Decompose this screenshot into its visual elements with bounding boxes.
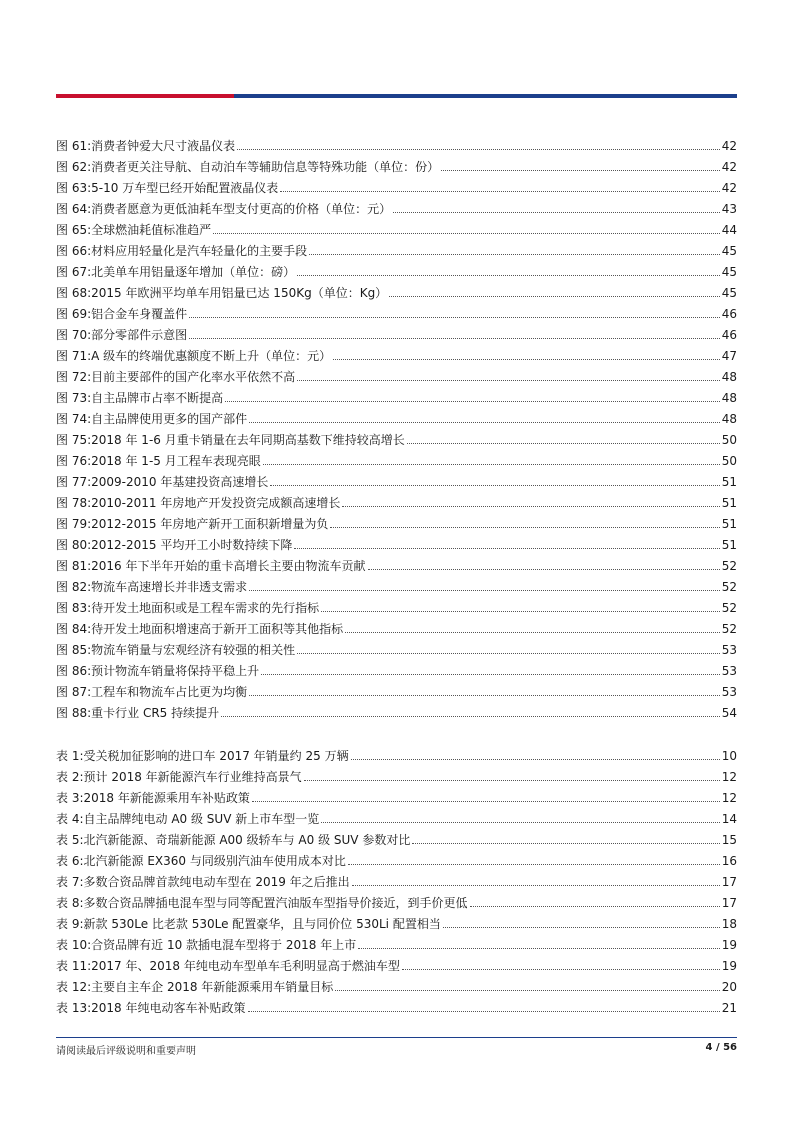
entry-page-number: 47 (721, 349, 737, 363)
entry-page-number: 53 (721, 685, 737, 699)
entry-prefix: 表 3: (56, 791, 84, 805)
figure-index-entry[interactable] (56, 532, 737, 553)
entry-page-number: 51 (721, 538, 737, 552)
entry-title: 物流车销量与宏观经济有较强的相关性 (91, 643, 296, 657)
entry-title: 2018 年 1-5 月工程车表现亮眼 (91, 454, 261, 468)
entry-prefix: 图 87: (56, 685, 92, 699)
entry-prefix: 图 80: (56, 538, 92, 552)
entry-page-number: 44 (721, 223, 737, 237)
entry-title: 北汽新能源、奇瑞新能源 A00 级轿车与 A0 级 SUV 参数对比 (83, 833, 411, 847)
entry-prefix: 表 9: (56, 917, 84, 931)
dot-leader (297, 653, 720, 654)
entry-prefix: 图 68: (56, 286, 92, 300)
table-index-entry[interactable] (56, 743, 737, 764)
figure-index-entry[interactable] (56, 427, 737, 448)
dot-leader (412, 843, 719, 844)
entry-title: 预计 2018 年新能源汽车行业维持高景气 (83, 770, 302, 784)
entry-title: 北美单车用铝量逐年增加（单位：磅） (91, 265, 296, 279)
dot-leader (348, 864, 720, 865)
entry-title: 消费者更关注导航、自动泊车等辅助信息等特殊功能（单位：份） (91, 160, 440, 174)
table-index-entry[interactable] (56, 911, 737, 932)
entry-prefix: 图 63: (56, 181, 92, 195)
entry-prefix: 图 84: (56, 622, 92, 636)
entry-page-number: 48 (721, 370, 737, 384)
dot-leader (221, 716, 720, 717)
entry-title: 消费者愿意为更低油耗车型支付更高的价格（单位：元） (91, 202, 392, 216)
entry-title: 目前主要部件的国产化率水平依然不高 (91, 370, 296, 384)
entry-prefix: 图 77: (56, 475, 92, 489)
entry-page-number: 46 (721, 307, 737, 321)
dot-leader (261, 674, 720, 675)
entry-page-number: 52 (721, 559, 737, 573)
entry-prefix: 表 13: (56, 1001, 92, 1015)
entry-prefix: 图 85: (56, 643, 92, 657)
figure-index-entry[interactable] (56, 490, 737, 511)
entry-title: 2018 年新能源乘用车补贴政策 (83, 791, 250, 805)
dot-leader (441, 170, 720, 171)
entry-title: 物流车高速增长并非透支需求 (91, 580, 248, 594)
entry-title: 2010-2011 年房地产开发投资完成额高速增长 (91, 496, 341, 510)
dot-leader (321, 611, 720, 612)
table-index-entry[interactable] (56, 869, 737, 890)
entry-title: 待开发土地面积或是工程车需求的先行指标 (91, 601, 320, 615)
entry-title: 5-10 万车型已经开始配置液晶仪表 (91, 181, 279, 195)
entry-page-number: 17 (721, 875, 737, 889)
figure-index-entry[interactable] (56, 175, 737, 196)
entry-title: 自主品牌纯电动 A0 级 SUV 新上市车型一览 (83, 812, 320, 826)
entry-page-number: 48 (721, 412, 737, 426)
table-index-entry[interactable] (56, 974, 737, 995)
entry-title: 全球燃油耗值标准趋严 (91, 223, 212, 237)
dot-leader (270, 485, 719, 486)
figure-index-list (56, 133, 737, 721)
figure-index-entry[interactable] (56, 700, 737, 721)
entry-title: 合资品牌有近 10 款插电混车型将于 2018 年上市 (91, 938, 357, 952)
figure-index-entry[interactable] (56, 637, 737, 658)
entry-title: 多数合资品牌首款纯电动车型在 2019 年之后推出 (83, 875, 350, 889)
table-index-entry[interactable] (56, 806, 737, 827)
dot-leader (280, 191, 720, 192)
dot-leader (321, 822, 720, 823)
dot-leader (470, 906, 720, 907)
entry-prefix: 表 2: (56, 770, 84, 784)
entry-prefix: 表 10: (56, 938, 92, 952)
entry-title: 新款 530Le 比老款 530Le 配置豪华，且与同价位 530Li 配置相当 (83, 917, 441, 931)
figure-index-entry[interactable] (56, 511, 737, 532)
entry-page-number: 19 (721, 959, 737, 973)
figure-index-entry[interactable] (56, 595, 737, 616)
figure-index-entry[interactable] (56, 679, 737, 700)
entry-page-number: 51 (721, 517, 737, 531)
entry-prefix: 表 5: (56, 833, 84, 847)
figure-index-entry[interactable] (56, 364, 737, 385)
figure-index-entry[interactable] (56, 385, 737, 406)
entry-page-number: 53 (721, 643, 737, 657)
dot-leader (263, 464, 720, 465)
dot-leader (389, 296, 720, 297)
dot-leader (407, 443, 720, 444)
entry-page-number: 50 (721, 433, 737, 447)
entry-page-number: 50 (721, 454, 737, 468)
entry-title: 消费者钟爱大尺寸液晶仪表 (91, 139, 236, 153)
figure-index-entry[interactable] (56, 343, 737, 364)
entry-title: 主要自主车企 2018 年新能源乘用车销量目标 (91, 980, 334, 994)
entry-prefix: 图 65: (56, 223, 92, 237)
entry-prefix: 图 61: (56, 139, 92, 153)
entry-title: 铝合金车身覆盖件 (91, 307, 188, 321)
entry-page-number: 14 (721, 812, 737, 826)
table-index-list (56, 743, 737, 1016)
dot-leader (402, 969, 720, 970)
entry-prefix: 表 1: (56, 749, 84, 763)
entry-prefix: 图 83: (56, 601, 92, 615)
entry-page-number: 52 (721, 622, 737, 636)
figure-index-entry[interactable] (56, 217, 737, 238)
entry-page-number: 12 (721, 770, 737, 784)
figure-index-entry[interactable] (56, 280, 737, 301)
table-index-entry[interactable] (56, 764, 737, 785)
dot-leader (213, 233, 720, 234)
table-index-entry[interactable] (56, 932, 737, 953)
figure-index-entry[interactable] (56, 574, 737, 595)
entry-title: 2015 年欧洲平均单车用铝量已达 150Kg（单位：Kg） (91, 286, 388, 300)
entry-title: 自主品牌市占率不断提高 (91, 391, 224, 405)
header-accent-bar (56, 94, 737, 98)
entry-page-number: 45 (721, 286, 737, 300)
entry-title: 材料应用轻量化是汽车轻量化的主要手段 (91, 244, 308, 258)
entry-prefix: 表 4: (56, 812, 84, 826)
dot-leader (248, 1011, 720, 1012)
table-index-entry[interactable] (56, 785, 737, 806)
entry-prefix: 图 73: (56, 391, 92, 405)
dot-leader (352, 885, 720, 886)
dot-leader (393, 212, 720, 213)
dot-leader (333, 359, 720, 360)
dot-leader (368, 569, 720, 570)
figure-index-entry[interactable] (56, 616, 737, 637)
entry-prefix: 图 64: (56, 202, 92, 216)
dot-leader (225, 401, 720, 402)
entry-prefix: 表 11: (56, 959, 92, 973)
entry-page-number: 42 (721, 160, 737, 174)
table-index-entry[interactable] (56, 995, 737, 1016)
figure-index-entry[interactable] (56, 322, 737, 343)
entry-page-number: 54 (721, 706, 737, 720)
entry-prefix: 图 88: (56, 706, 92, 720)
entry-page-number: 42 (721, 139, 737, 153)
dot-leader (294, 548, 719, 549)
dot-leader (252, 801, 720, 802)
figure-index-entry[interactable] (56, 154, 737, 175)
dot-leader (309, 254, 720, 255)
table-index-entry[interactable] (56, 953, 737, 974)
entry-page-number: 18 (721, 917, 737, 931)
entry-page-number: 12 (721, 791, 737, 805)
entry-prefix: 图 74: (56, 412, 92, 426)
footer-disclaimer: 请阅读最后评级说明和重要声明 (56, 1046, 196, 1057)
entry-prefix: 图 75: (56, 433, 92, 447)
entry-prefix: 表 6: (56, 854, 84, 868)
dot-leader (189, 317, 720, 318)
entry-prefix: 图 69: (56, 307, 92, 321)
dot-leader (351, 759, 720, 760)
entry-prefix: 图 71: (56, 349, 92, 363)
entry-page-number: 16 (721, 854, 737, 868)
entry-prefix: 表 12: (56, 980, 92, 994)
table-index-entry[interactable] (56, 848, 737, 869)
figure-index-entry[interactable] (56, 196, 737, 217)
dot-leader (189, 338, 720, 339)
entry-title: 2009-2010 年基建投资高速增长 (91, 475, 269, 489)
figure-index-entry[interactable] (56, 301, 737, 322)
figure-index-entry[interactable] (56, 658, 737, 679)
dot-leader (345, 632, 720, 633)
entry-prefix: 图 72: (56, 370, 92, 384)
figure-index-entry[interactable] (56, 469, 737, 490)
dot-leader (297, 380, 720, 381)
entry-page-number: 15 (721, 833, 737, 847)
entry-title: 2016 年下半年开始的重卡高增长主要由物流车贡献 (91, 559, 366, 573)
entry-title: 待开发土地面积增速高于新开工面积等其他指标 (91, 622, 344, 636)
entry-page-number: 53 (721, 664, 737, 678)
entry-page-number: 10 (721, 749, 737, 763)
dot-leader (342, 506, 719, 507)
dot-leader (304, 780, 720, 781)
entry-page-number: 21 (721, 1001, 737, 1015)
footer-divider (56, 1037, 737, 1038)
dot-leader (297, 275, 720, 276)
entry-page-number: 51 (721, 475, 737, 489)
entry-title: 部分零部件示意图 (91, 328, 188, 342)
entry-prefix: 表 8: (56, 896, 84, 910)
entry-title: 自主品牌使用更多的国产部件 (91, 412, 248, 426)
entry-title: 2018 年纯电动客车补贴政策 (91, 1001, 246, 1015)
entry-page-number: 20 (721, 980, 737, 994)
figure-index-entry[interactable] (56, 406, 737, 427)
entry-title: 2017 年、2018 年纯电动车型单车毛利明显高于燃油车型 (91, 959, 400, 973)
entry-prefix: 图 62: (56, 160, 92, 174)
entry-prefix: 图 70: (56, 328, 92, 342)
dot-leader (249, 590, 720, 591)
entry-page-number: 42 (721, 181, 737, 195)
entry-page-number: 51 (721, 496, 737, 510)
entry-title: A 级车的终端优惠额度不断上升（单位：元） (91, 349, 332, 363)
dot-leader (443, 927, 720, 928)
dot-leader (249, 422, 720, 423)
entry-prefix: 图 81: (56, 559, 92, 573)
entry-prefix: 图 67: (56, 265, 92, 279)
dot-leader (335, 990, 719, 991)
entry-page-number: 45 (721, 265, 737, 279)
entry-page-number: 43 (721, 202, 737, 216)
entry-prefix: 图 78: (56, 496, 92, 510)
entry-page-number: 46 (721, 328, 737, 342)
entry-page-number: 52 (721, 580, 737, 594)
header-bar-red-segment (56, 94, 234, 98)
dot-leader (358, 948, 720, 949)
entry-title: 受关税加征影响的进口车 2017 年销量约 25 万辆 (83, 749, 349, 763)
entry-prefix: 图 76: (56, 454, 92, 468)
entry-page-number: 19 (721, 938, 737, 952)
entry-title: 重卡行业 CR5 持续提升 (91, 706, 220, 720)
entry-page-number: 52 (721, 601, 737, 615)
entry-page-number: 17 (721, 896, 737, 910)
entry-title: 工程车和物流车占比更为均衡 (91, 685, 248, 699)
entry-title: 2018 年 1-6 月重卡销量在去年同期高基数下维持较高增长 (91, 433, 405, 447)
figure-index-entry[interactable] (56, 238, 737, 259)
entry-page-number: 45 (721, 244, 737, 258)
entry-page-number: 48 (721, 391, 737, 405)
figure-index-entry[interactable] (56, 553, 737, 574)
dot-leader (249, 695, 720, 696)
entry-title: 2012-2015 平均开工小时数持续下降 (91, 538, 293, 552)
header-bar-blue-segment (234, 94, 737, 98)
entry-title: 2012-2015 年房地产新开工面积新增量为负 (91, 517, 329, 531)
figure-index-entry[interactable] (56, 448, 737, 469)
entry-title: 预计物流车销量将保持平稳上升 (91, 664, 260, 678)
dot-leader (237, 149, 720, 150)
entry-prefix: 图 79: (56, 517, 92, 531)
entry-prefix: 图 66: (56, 244, 92, 258)
entry-prefix: 图 82: (56, 580, 92, 594)
entry-prefix: 图 86: (56, 664, 92, 678)
entry-prefix: 表 7: (56, 875, 84, 889)
figure-index-entry[interactable] (56, 133, 737, 154)
figure-index-entry[interactable] (56, 259, 737, 280)
footer-page-number: 4 / 56 (705, 1042, 737, 1053)
entry-title: 北汽新能源 EX360 与同级别汽油车使用成本对比 (83, 854, 346, 868)
table-index-entry[interactable] (56, 827, 737, 848)
dot-leader (330, 527, 719, 528)
entry-title: 多数合资品牌插电混车型与同等配置汽油版车型指导价接近，到手价更低 (83, 896, 468, 910)
table-index-entry[interactable] (56, 890, 737, 911)
